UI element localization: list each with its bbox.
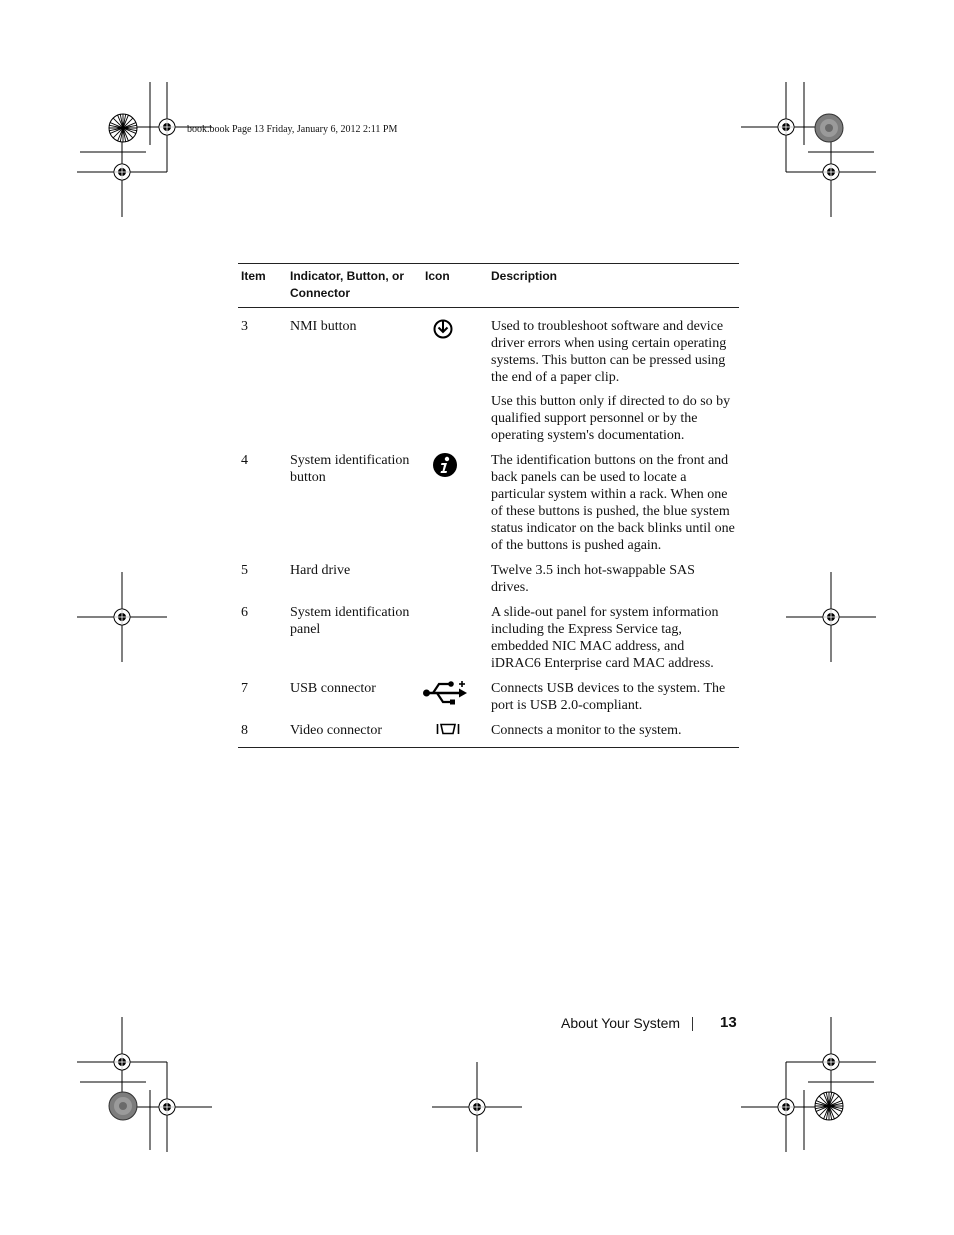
header-icon: Icon (422, 264, 488, 308)
table-header-row (238, 264, 739, 308)
footer-section-title: About Your System (561, 1015, 681, 1031)
table-row (238, 722, 739, 748)
description-note: Use this button only if directed to do so by qualified support personnel or by the operating system's documentation. (491, 394, 731, 443)
item-number: 8 (238, 722, 287, 748)
header-description: Description (488, 264, 739, 308)
info-icon (432, 452, 458, 478)
component-name: System identification panel (290, 605, 410, 637)
components-table (238, 263, 739, 748)
item-number: 7 (241, 681, 248, 696)
nmi-icon (432, 318, 454, 340)
description-text: The identification buttons on the front and back panels can be used to locate a particular system within a rack. When one of these buttons is pushed, the blue system status indicator on the back blinks until one of the buttons is pushed again. (491, 453, 735, 553)
description-text: Twelve 3.5 inch hot-swappable SAS drives. (491, 563, 695, 595)
table-row (238, 680, 739, 722)
table-row (238, 562, 739, 604)
item-number: 6 (241, 605, 248, 620)
component-name: USB connector (290, 681, 376, 696)
table-row (238, 308, 739, 453)
item-number: 5 (241, 563, 248, 578)
item-number: 3 (241, 319, 248, 334)
item-number: 4 (241, 453, 248, 468)
table-row (238, 452, 739, 562)
component-name: NMI button (290, 319, 357, 334)
page-number: 13 (720, 1014, 737, 1031)
description-text: Used to troubleshoot software and device driver errors when using certain operating systems. This button can be pressed using the end of a paper clip. (491, 319, 727, 385)
table-row (238, 604, 739, 680)
footer-divider (692, 1017, 693, 1031)
header-indicator: Indicator, Button, or Connector (287, 264, 422, 308)
description-text: Connects a monitor to the system. (491, 723, 682, 738)
description-text: A slide-out panel for system information including the Express Service tag, embedded NIC MAC address, and iDRAC6 Enterprise card MAC address. (491, 605, 719, 671)
video-icon (436, 722, 460, 736)
header-item: Item (238, 264, 287, 308)
component-name: System identification button (290, 453, 410, 485)
component-name: Video connector (287, 722, 422, 748)
component-name: Hard drive (290, 563, 351, 578)
usb-icon (422, 680, 470, 706)
description-text: Connects USB devices to the system. The port is USB 2.0-compliant. (491, 681, 726, 713)
print-slug: book.book Page 13 Friday, January 6, 2012 2:11 PM (187, 124, 398, 135)
